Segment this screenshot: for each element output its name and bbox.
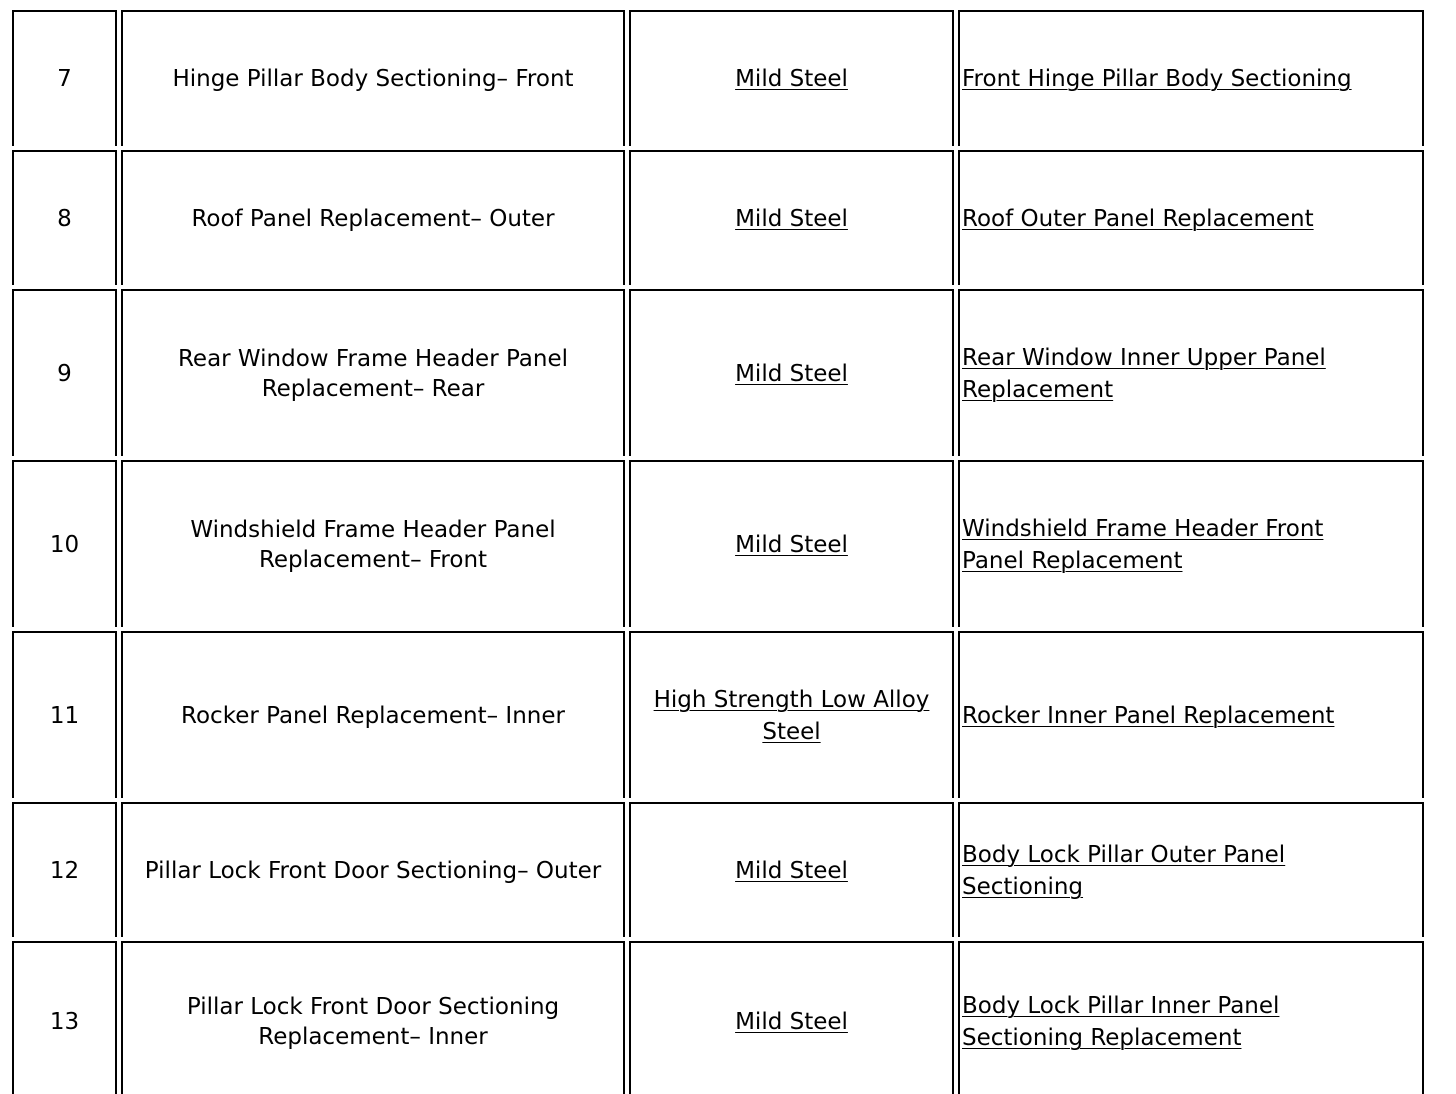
table-row [12,941,1426,1094]
procedure-link[interactable]: Windshield Frame Header Front Panel Replacement [962,515,1324,574]
material-cell [629,150,954,285]
description-text: Pillar Lock Front Door Sectioning Replacement– Inner [186,994,560,1050]
procedure-link[interactable]: Body Lock Pillar Outer Panel Sectioning [962,841,1286,900]
table-row [12,289,1426,456]
row-number-cell [12,941,117,1094]
description-cell [121,10,625,146]
procedure-cell [958,802,1424,937]
row-number-cell [12,631,117,798]
procedure-cell [958,150,1424,285]
material-link[interactable]: High Strength Low Alloy Steel [653,686,930,745]
material-cell [629,289,954,456]
material-link[interactable]: Mild Steel [735,66,848,92]
material-link[interactable]: Mild Steel [735,531,848,558]
description-cell [121,631,625,798]
description-cell [121,460,625,627]
procedure-link[interactable]: Rocker Inner Panel Replacement [962,702,1335,729]
material-link[interactable]: Mild Steel [735,1009,848,1035]
description-cell [121,150,625,285]
table-row [12,460,1426,627]
material-link[interactable]: Mild Steel [735,360,848,387]
procedure-cell [958,460,1424,627]
description-cell [121,802,625,937]
row-number: 12 [49,857,80,884]
row-number-cell [12,10,117,146]
procedure-link[interactable]: Roof Outer Panel Replacement [962,205,1314,232]
row-number-cell [12,460,117,627]
description-text: Hinge Pillar Body Sectioning– Front [172,66,574,92]
row-number: 13 [49,1009,80,1035]
procedure-link[interactable]: Front Hinge Pillar Body Sectioning [962,66,1352,92]
procedure-cell [958,941,1424,1094]
row-number-cell [12,289,117,456]
material-cell [629,631,954,798]
description-cell [121,941,625,1094]
description-text: Windshield Frame Header Panel Replacement– Front [190,516,556,573]
row-number: 11 [49,702,80,729]
material-link[interactable]: Mild Steel [735,205,848,232]
row-number-cell [12,802,117,937]
row-number: 10 [49,531,80,558]
procedure-cell [958,631,1424,798]
material-cell [629,460,954,627]
description-text: Roof Panel Replacement– Outer [191,205,555,232]
material-cell [629,10,954,146]
description-text: Pillar Lock Front Door Sectioning– Outer [144,857,602,884]
material-link[interactable]: Mild Steel [735,857,848,884]
procedure-cell [958,289,1424,456]
row-number: 8 [57,205,72,232]
procedure-link[interactable]: Rear Window Inner Upper Panel Replacement [962,344,1326,403]
description-text: Rocker Panel Replacement– Inner [181,702,565,729]
row-number-cell [12,150,117,285]
table-row [12,802,1426,937]
table-row [12,631,1426,798]
material-cell [629,802,954,937]
row-number: 7 [57,66,72,92]
row-number: 9 [57,360,72,387]
procedure-link[interactable]: Body Lock Pillar Inner Panel Sectioning Replacement [962,993,1280,1051]
material-cell [629,941,954,1094]
table-row [12,10,1426,146]
description-text: Rear Window Frame Header Panel Replacement– Rear [177,345,569,402]
procedure-cell [958,10,1424,146]
table-row [12,150,1426,285]
description-cell [121,289,625,456]
parts-table [12,10,1426,1094]
